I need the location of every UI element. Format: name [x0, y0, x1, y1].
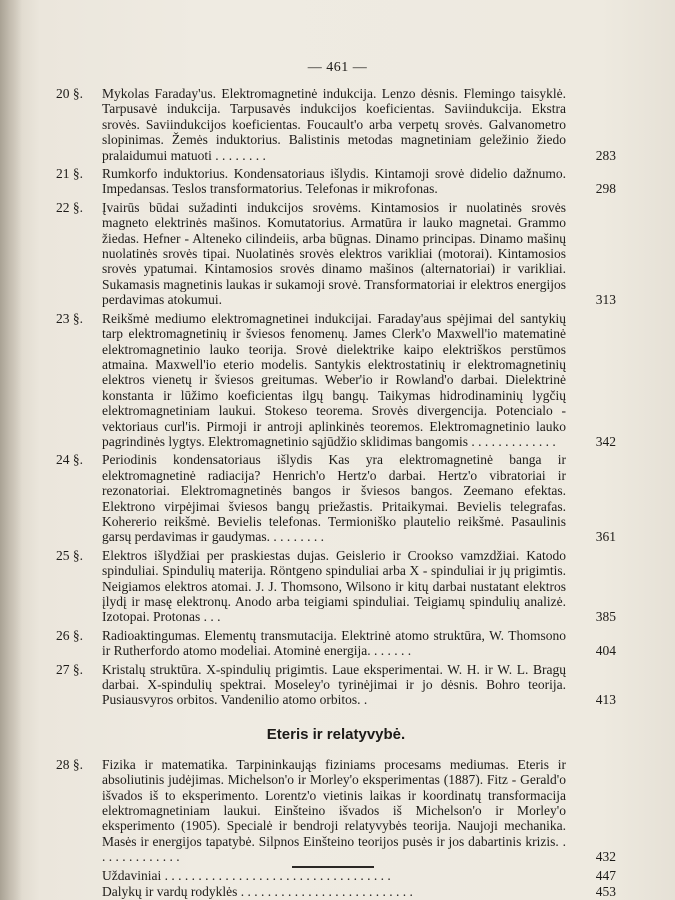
book-spine-shadow: [0, 0, 22, 900]
toc-entry-23: [56, 311, 616, 450]
entry-title: Uždaviniai . . . . . . . . . . . . . . . . . . . . . . . . . . . . . . . . . .: [102, 867, 391, 883]
toc-entry-28: [56, 757, 616, 865]
page-reference: 413: [595, 692, 616, 708]
toc-entry-exercises: [56, 868, 616, 884]
toc-entry-21: [56, 166, 616, 197]
section-description: Reikšmė mediumo elektromagnetinei indukcijai. Faraday'aus spėjimai del santykių tarp elektromagnetinių ir šviesos fenomenų. James Clerk'o Maxwell'io matematinė elektromagnetinio lauko teorija. Srovė dielektrike kaipo elektriškos perstūmos atmaina. Maxwell'io eterio modelis. Santykis elektrostatinių ir elektromagnetinių elektros vienetų ir šviesos greitumas. Weber'io ir Rowland'o darbai. Dielektrinė konstanta ir lūžimo koeficientas ilgų bangų. Taikymas hidrodinaminių lygčių elektromagnetiniam laukui. Stokeso teorema. Srovės divergencija. Potencialo - vektoriaus curl'is. Pirmoji ir antroji aplinkinės teoremos. Elektromagnetinio lauko pagrindinės lygtys. Elektromagnetinio sąjūdžio sklidimas bangomis . . . . . . . . . . . . .: [102, 310, 566, 449]
toc-entry-24: [56, 452, 616, 544]
section-description: Rumkorfo induktorius. Kondensatoriaus išlydis. Kintamoji srovė didelio dažnumo. Impedansas. Teslos transformatorius. Telefonas ir mikrofonas.: [102, 166, 566, 197]
section-number: 25 §.: [56, 547, 83, 563]
page-reference: 447: [595, 867, 616, 883]
page-reference: 453: [595, 883, 616, 899]
section-number: 22 §.: [56, 199, 83, 215]
page-reference: 342: [595, 433, 616, 449]
section-description: Fizika ir matematika. Tarpininkaująs fiziniams procesams mediumas. Eteris ir absoliutinis judėjimas. Michelson'o ir Morley'o eksperimentas (1887). Fitz - Gerald'o išvados iš to eksperimento. Lorentz'o vietinis laikas ir koordinatų transformacija elektromagnetiniam laukui. Einšteino išvados iš Michelson'o ir Morley'o eksperimento (1905). Specialė ir bendroji relatyvybės teorija. Naujoji mechanika. Masės ir energijos tapatybė. Silpnos Einšteino teorijos pusės ir jos dabartinis krizis. . . . . . . . . . . . . .: [102, 756, 566, 865]
section-number: 28 §.: [56, 756, 83, 772]
section-description: Elektros išlydžiai per praskiestas dujas. Geislerio ir Crookso vamzdžiai. Katodo spinduliai. Spindulių materija. Röntgeno spinduliai arba X - spinduliai ir jų prigimtis. Neigiamos elektros atomai. J. J. Thomsono, Wilsono ir kitų darbai nustatant elektros įlydį ir masę elektronų. Anodo arba teigiami spinduliai. Teigiamų spindulių analizė. Izotopai. Protonas . . .: [102, 547, 566, 625]
toc-entry-25: [56, 548, 616, 625]
closing-rule: [292, 866, 374, 868]
entry-title: Dalykų ir vardų rodyklės . . . . . . . . . . . . . . . . . . . . . . . . . .: [102, 883, 413, 899]
page-reference: 361: [595, 529, 616, 545]
section-number: 23 §.: [56, 310, 83, 326]
toc-entry-index: [56, 884, 616, 900]
page-reference: 385: [595, 609, 616, 625]
section-description: Periodinis kondensatoriaus išlydis Kas yra elektromagnetinė banga ir elektromagnetinė radiacija? Henrich'o Hertz'o darbai. Hertz'o vibratoriai ir rezonatoriai. Elektromagnetinės bangos ir šviesos bangos. Zeemano efektas. Elektrono virpėjimai šviesos bangų priežastis. Pritaikymai. Bevielis telegrafas. Kohererio reikšmė. Bevielis telefonas. Termioniško plautelio reikšmė. Pasaulinis garsų perdavimas ir gaudymas. . . . . . . . .: [102, 452, 566, 545]
page-reference: 404: [595, 643, 616, 659]
section-number: 24 §.: [56, 452, 83, 468]
page-reference: 283: [595, 147, 616, 163]
toc-entry-20: [56, 86, 616, 163]
section-number: 21 §.: [56, 166, 83, 182]
section-number: 27 §.: [56, 661, 83, 677]
page-reference: 432: [595, 849, 616, 865]
page-reference: 298: [595, 181, 616, 197]
section-description: Įvairūs būdai sužadinti indukcijos srovėms. Kintamosios ir nuolatinės srovės magneto elektrinės mašinos. Komutatorius. Armatūra ir lauko magnetai. Grammo žiedas. Hefner - Alteneko cilindeiis, arba būgnas. Dinamo principas. Dinamo mašinų nuolatinės srovės tipai. Nuolatinės srovės elektros varikliai (motorai). Kintamosios srovės ypatumai. Kintamosios srovės dinamo mašinos (alternatoriai) ir varikliai. Sukamasis magnetinis laukas ir sukamoji srovė. Transformatoriai ir elektros energijos perdavimas atokumui.: [102, 199, 566, 308]
section-number: 20 §.: [56, 86, 83, 101]
section-description: Mykolas Faraday'us. Elektromagnetinė indukcija. Lenzo dėsnis. Flemingo taisyklė. Tarpusavė indukcija. Tarpusavės indukcijos koeficientas. Saviindukcija. Ekstra srovės. Saviindukcijos koeficientas. Foucault'o arba verpetų srovės. Galvanometro slopinimas. Žemės induktorius. Balistinis metodas magnetiniam geležinio žiedo pralaidumui matuoti . . . . . . . .: [102, 86, 566, 163]
section-description: Radioaktingumas. Elementų transmutacija. Elektrinė atomo struktūra, W. Thomsono ir Rutherfordo atomo modeliai. Atominė energija. . . . . . .: [102, 627, 566, 659]
section-description: Kristalų struktūra. X-spindulių prigimtis. Laue eksperimentai. W. H. ir W. L. Bragų darbai. X-spindulių spektrai. Moseley'o tyrinėjimai ir jo dėsnis. Bohro teorija. Pusiausvyros orbitos. Vandenilio atomo orbitos. .: [102, 661, 566, 708]
table-of-contents: [56, 86, 616, 900]
page-number: — 461 —: [307, 60, 368, 75]
section-heading: Eteris ir relatyvybė.: [266, 725, 406, 743]
toc-entry-26: [56, 628, 616, 659]
toc-entry-22: [56, 200, 616, 308]
toc-entry-27: [56, 662, 616, 708]
page-reference: 313: [595, 292, 616, 308]
section-number: 26 §.: [56, 627, 83, 643]
